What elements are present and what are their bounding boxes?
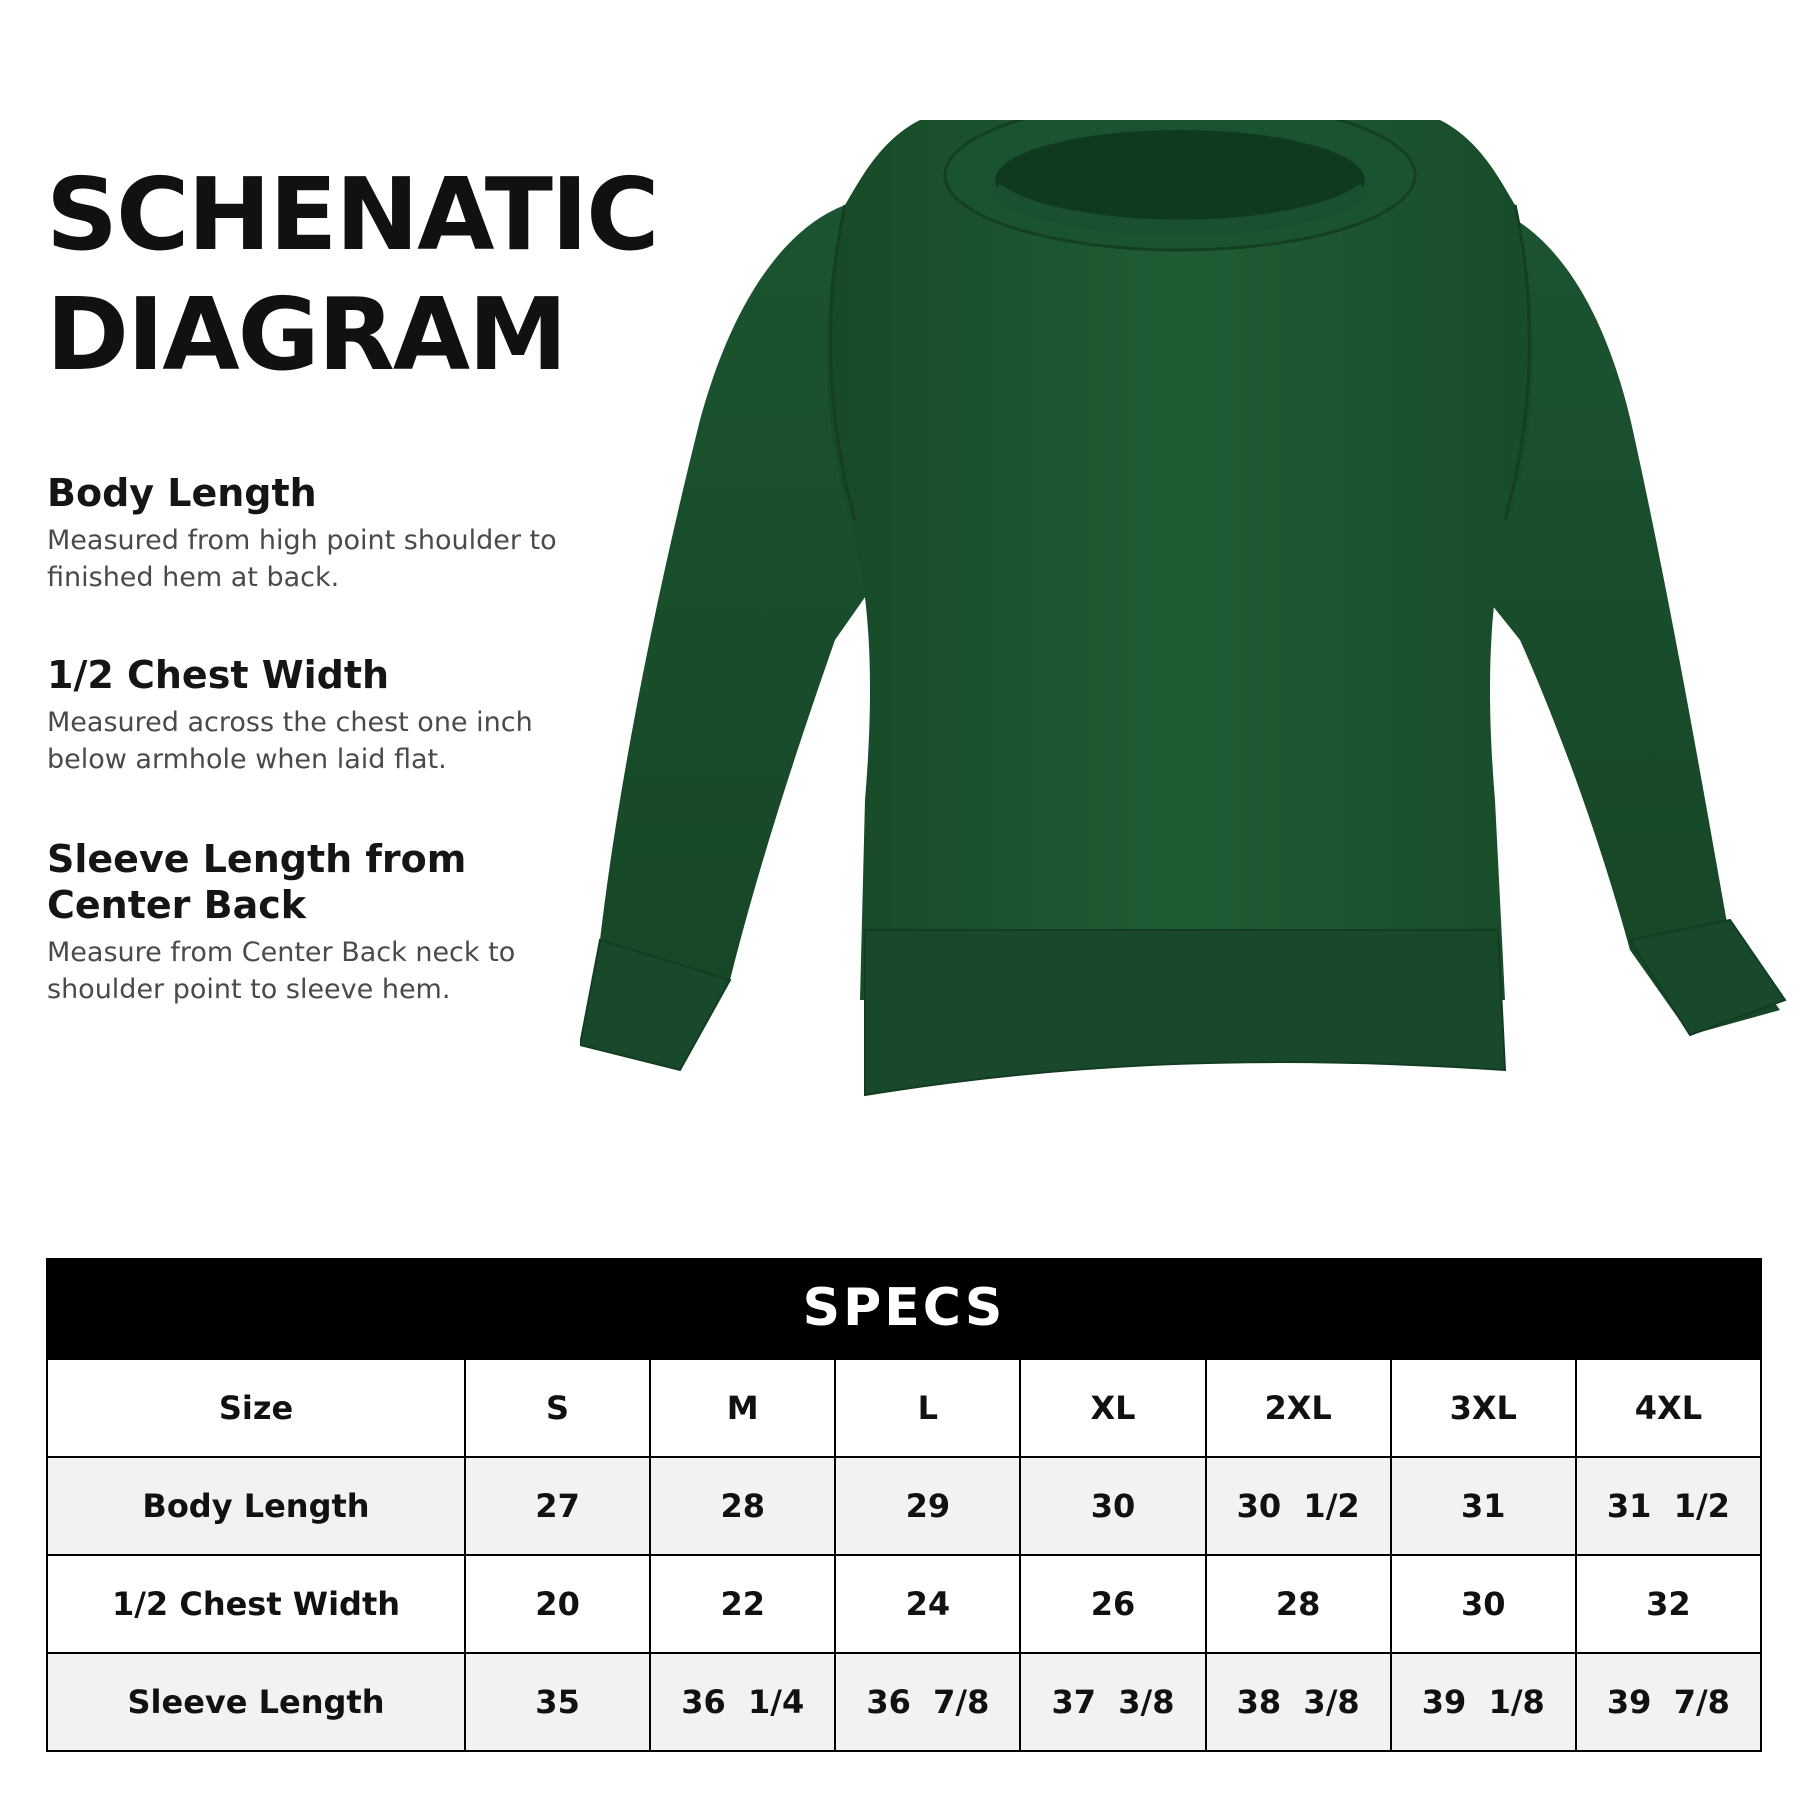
- size-label-cell: Size: [47, 1359, 465, 1457]
- size-cell: L: [835, 1359, 1020, 1457]
- specs-table: [46, 1258, 1762, 1752]
- size-cell: 2XL: [1206, 1359, 1391, 1457]
- green-sweatshirt-icon: [580, 120, 1800, 1170]
- size-cell: 4XL: [1576, 1359, 1761, 1457]
- value-cell: 32: [1576, 1555, 1761, 1653]
- sleeve-length-description: [47, 836, 607, 1008]
- chest-width-text: Measured across the chest one inch below armhole when laid flat.: [47, 707, 533, 775]
- body-length-description: [47, 470, 607, 596]
- value-cell: 31: [1391, 1457, 1576, 1555]
- title-line-2: DIAGRAM: [46, 276, 566, 393]
- sleeve-length-heading: Sleeve Length from Center Back: [47, 837, 467, 927]
- value-cell: 20: [465, 1555, 650, 1653]
- value-cell: 39 7/8: [1576, 1653, 1761, 1751]
- value-cell: 39 1/8: [1391, 1653, 1576, 1751]
- value-cell: 29: [835, 1457, 1020, 1555]
- size-cell: M: [650, 1359, 835, 1457]
- value-cell: 37 3/8: [1020, 1653, 1205, 1751]
- sleeve-length-text: Measure from Center Back neck to shoulder point to sleeve hem.: [47, 937, 516, 1005]
- table-row: [47, 1653, 1761, 1751]
- title-line-1: SCHENATIC: [46, 156, 658, 273]
- value-cell: 28: [650, 1457, 835, 1555]
- size-chart: [46, 1358, 1762, 1752]
- row-label-cell: Body Length: [47, 1457, 465, 1555]
- table-row: [47, 1555, 1761, 1653]
- body-length-heading: Body Length: [47, 471, 317, 515]
- value-cell: 30 1/2: [1206, 1457, 1391, 1555]
- value-cell: 28: [1206, 1555, 1391, 1653]
- value-cell: 22: [650, 1555, 835, 1653]
- row-label-cell: Sleeve Length: [47, 1653, 465, 1751]
- value-cell: 36 1/4: [650, 1653, 835, 1751]
- value-cell: 35: [465, 1653, 650, 1751]
- value-cell: 26: [1020, 1555, 1205, 1653]
- size-cell: S: [465, 1359, 650, 1457]
- size-cell: 3XL: [1391, 1359, 1576, 1457]
- value-cell: 36 7/8: [835, 1653, 1020, 1751]
- value-cell: 30: [1020, 1457, 1205, 1555]
- chest-width-heading: 1/2 Chest Width: [47, 653, 390, 697]
- sweatshirt-image: [580, 120, 1800, 1170]
- body-length-text: Measured from high point shoulder to finished hem at back.: [47, 525, 557, 593]
- value-cell: 24: [835, 1555, 1020, 1653]
- value-cell: 27: [465, 1457, 650, 1555]
- value-cell: 30: [1391, 1555, 1576, 1653]
- size-cell: XL: [1020, 1359, 1205, 1457]
- value-cell: 31 1/2: [1576, 1457, 1761, 1555]
- chest-width-description: [47, 652, 607, 778]
- size-header-row: [47, 1359, 1761, 1457]
- page-title: [46, 155, 658, 395]
- value-cell: 38 3/8: [1206, 1653, 1391, 1751]
- table-row: [47, 1457, 1761, 1555]
- specs-title: SPECS: [46, 1258, 1762, 1358]
- row-label-cell: 1/2 Chest Width: [47, 1555, 465, 1653]
